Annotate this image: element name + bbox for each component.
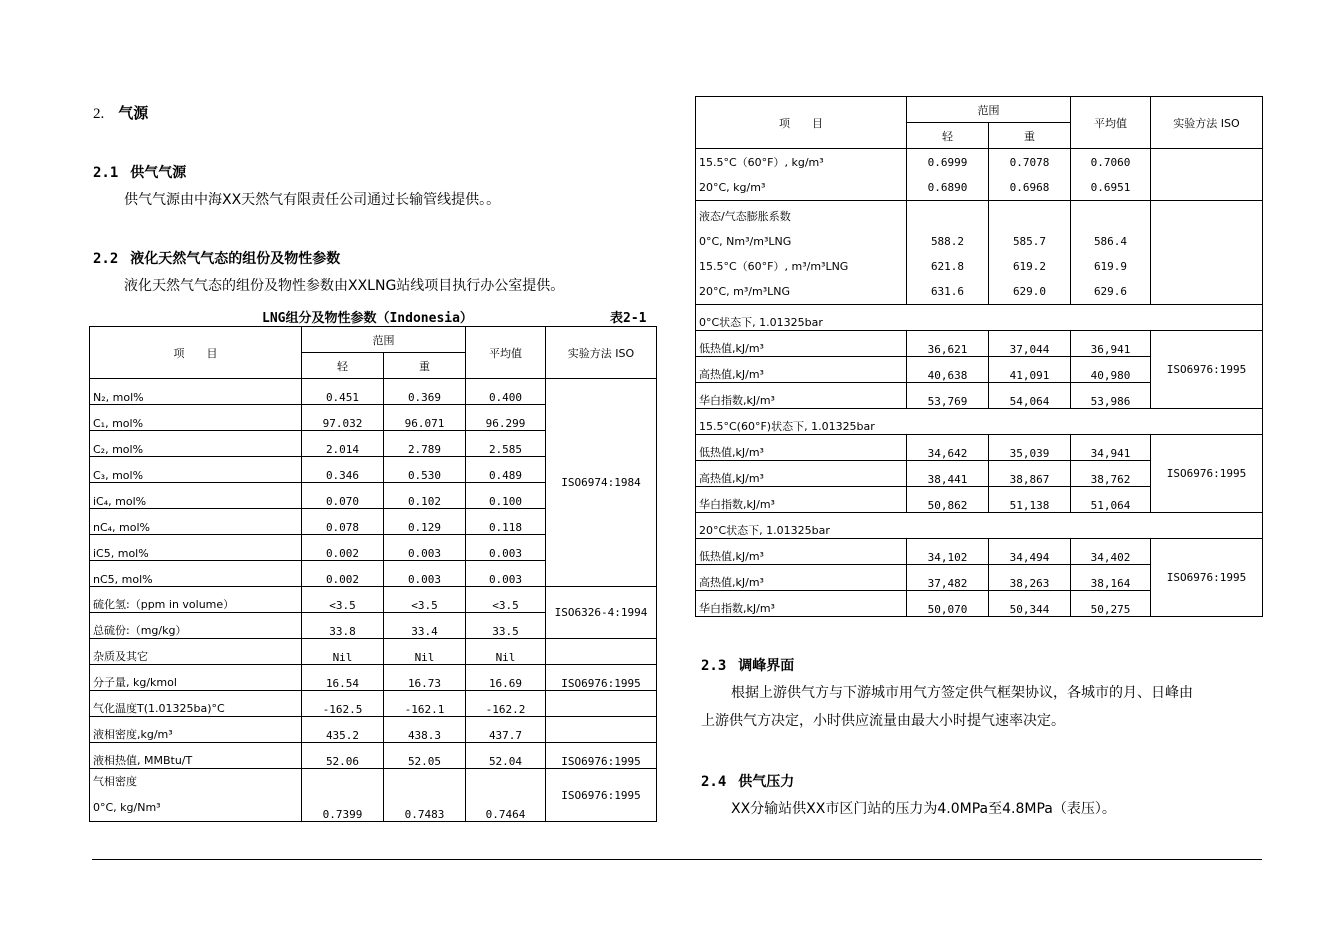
table-row: 液相密度,kg/m³ 435.2 438.3 437.7 [90,717,657,743]
table-row: 华白指数,kJ/m³ 50,070 50,344 50,275 [696,591,1263,617]
paragraph-2-3-line1: 根据上游供气方与下游城市用气方签定供气框架协议，各城市的月、日峰由 [731,685,1193,701]
table-row: iC₄, mol% 0.070 0.102 0.100 [90,483,657,509]
header-heavy: 重 [384,353,466,379]
header-range: 范围 [302,327,466,353]
paragraph-2-3-line2: 上游供气方决定，小时供应流量由最大小时提气速率决定。 [701,713,1065,729]
section-number: 2. [93,106,105,122]
group-title-row: 15.5°C(60°F)状态下, 1.01325bar [696,409,1263,435]
table-row: C₁, mol% 97.032 96.071 96.299 [90,405,657,431]
table-row: 气化温度T(1.01325ba)°C -162.5 -162.1 -162.2 [90,691,657,717]
table-row: iC5, mol% 0.002 0.003 0.003 [90,535,657,561]
group-title-row: 0°C状态下, 1.01325bar [696,305,1263,331]
header-item: 项 目 [696,97,907,149]
table-row: 低热值,kJ/m³ 34,642 35,039 34,941 ISO6976:1995 [696,435,1263,461]
method-cell: ISO6976:1995 [546,743,657,769]
lng-properties-table [695,96,1263,617]
method-cell: ISO6976:1995 [546,769,657,822]
table-row: 硫化氢:（ppm in volume） <3.5 <3.5 <3.5 ISO6326-4:1994 [90,587,657,613]
table-row: 高热值,kJ/m³ 38,441 38,867 38,762 [696,461,1263,487]
paragraph-2-4: XX分输站供XX市区门站的压力为4.0MPa至4.8MPa（表压）。 [731,801,1116,817]
table-row: N₂, mol% 0.451 0.369 0.400 ISO6974:1984 [90,379,657,405]
subsection-heading-2-1 [93,162,186,182]
table-row: 液态/气态膨胀系数 0°C, Nm³/m³LNG 15.5°C（60°F）, m³/m³LNG 20°C, m³/m³LNG 588.2 621.8 631.6 585.7 619.2 629.0 586.4 619.9 629.6 [696,201,1263,305]
header-light: 轻 [302,353,384,379]
subsection-heading-2-4 [701,771,794,791]
method-cell: ISO6976:1995 [1151,435,1263,513]
section-title: 气源 [118,104,149,122]
subsection-number: 2.4 [701,774,727,790]
header-avg: 平均值 [1071,97,1151,149]
subsection-title: 调峰界面 [738,658,795,674]
table-row: 杂质及其它 Nil Nil Nil [90,639,657,665]
footer-rule [92,859,1262,860]
table-row: C₂, mol% 2.014 2.789 2.585 [90,431,657,457]
subsection-title: 液化天然气气态的组份及物性参数 [130,251,341,267]
subsection-heading-2-2 [93,248,340,268]
table-row: C₃, mol% 0.346 0.530 0.489 [90,457,657,483]
header-method: 实验方法 ISO [546,327,657,379]
method-cell: ISO6976:1995 [1151,539,1263,617]
table-caption: LNG组分及物性参数（Indonesia） [262,311,473,326]
header-light: 轻 [907,123,989,149]
subsection-title: 供气气源 [130,165,187,181]
section-heading [93,102,148,123]
header-range: 范围 [907,97,1071,123]
header-heavy: 重 [989,123,1071,149]
method-cell: ISO6976:1995 [1151,331,1263,409]
subsection-title: 供气压力 [738,774,795,790]
table-row: 低热值,kJ/m³ 36,621 37,044 36,941 ISO6976:1995 [696,331,1263,357]
header-item: 项 目 [90,327,302,379]
paragraph-2-2: 液化天然气气态的组份及物性参数由XXLNG站线项目执行办公室提供。 [124,278,565,294]
subsection-number: 2.3 [701,658,727,674]
subsection-number: 2.1 [93,165,119,181]
header-avg: 平均值 [466,327,546,379]
subsection-number: 2.2 [93,251,119,267]
table-row: 华白指数,kJ/m³ 53,769 54,064 53,986 [696,383,1263,409]
table-tag: 表2-1 [610,311,647,326]
lng-composition-table [89,326,657,822]
table-row: 低热值,kJ/m³ 34,102 34,494 34,402 ISO6976:1995 [696,539,1263,565]
header-method: 实验方法 ISO [1151,97,1263,149]
table-row: 液相热值, MMBtu/T 52.06 52.05 52.04 ISO6976:1995 [90,743,657,769]
method-cell: ISO6974:1984 [546,379,657,587]
method-cell: ISO6976:1995 [546,665,657,691]
group-title-row: 20°C状态下, 1.01325bar [696,513,1263,539]
method-cell: ISO6326-4:1994 [546,587,657,639]
table-row: 15.5°C（60°F）, kg/m³ 20°C, kg/m³ 0.6999 0.6890 0.7078 0.6968 0.7060 0.6951 [696,149,1263,201]
table-row: nC5, mol% 0.002 0.003 0.003 [90,561,657,587]
subsection-heading-2-3 [701,655,794,675]
table-row: 华白指数,kJ/m³ 50,862 51,138 51,064 [696,487,1263,513]
table-row: 气相密度 0°C, kg/Nm³ 0.7399 0.7483 0.7464 ISO6976:1995 [90,769,657,822]
table-row: 高热值,kJ/m³ 37,482 38,263 38,164 [696,565,1263,591]
table-row: nC₄, mol% 0.078 0.129 0.118 [90,509,657,535]
table-row: 高热值,kJ/m³ 40,638 41,091 40,980 [696,357,1263,383]
table-row: 总硫份:（mg/kg） 33.8 33.4 33.5 [90,613,657,639]
paragraph-2-1: 供气气源由中海XX天然气有限责任公司通过长输管线提供。。 [124,192,501,208]
table-row: 分子量, kg/kmol 16.54 16.73 16.69 ISO6976:1995 [90,665,657,691]
